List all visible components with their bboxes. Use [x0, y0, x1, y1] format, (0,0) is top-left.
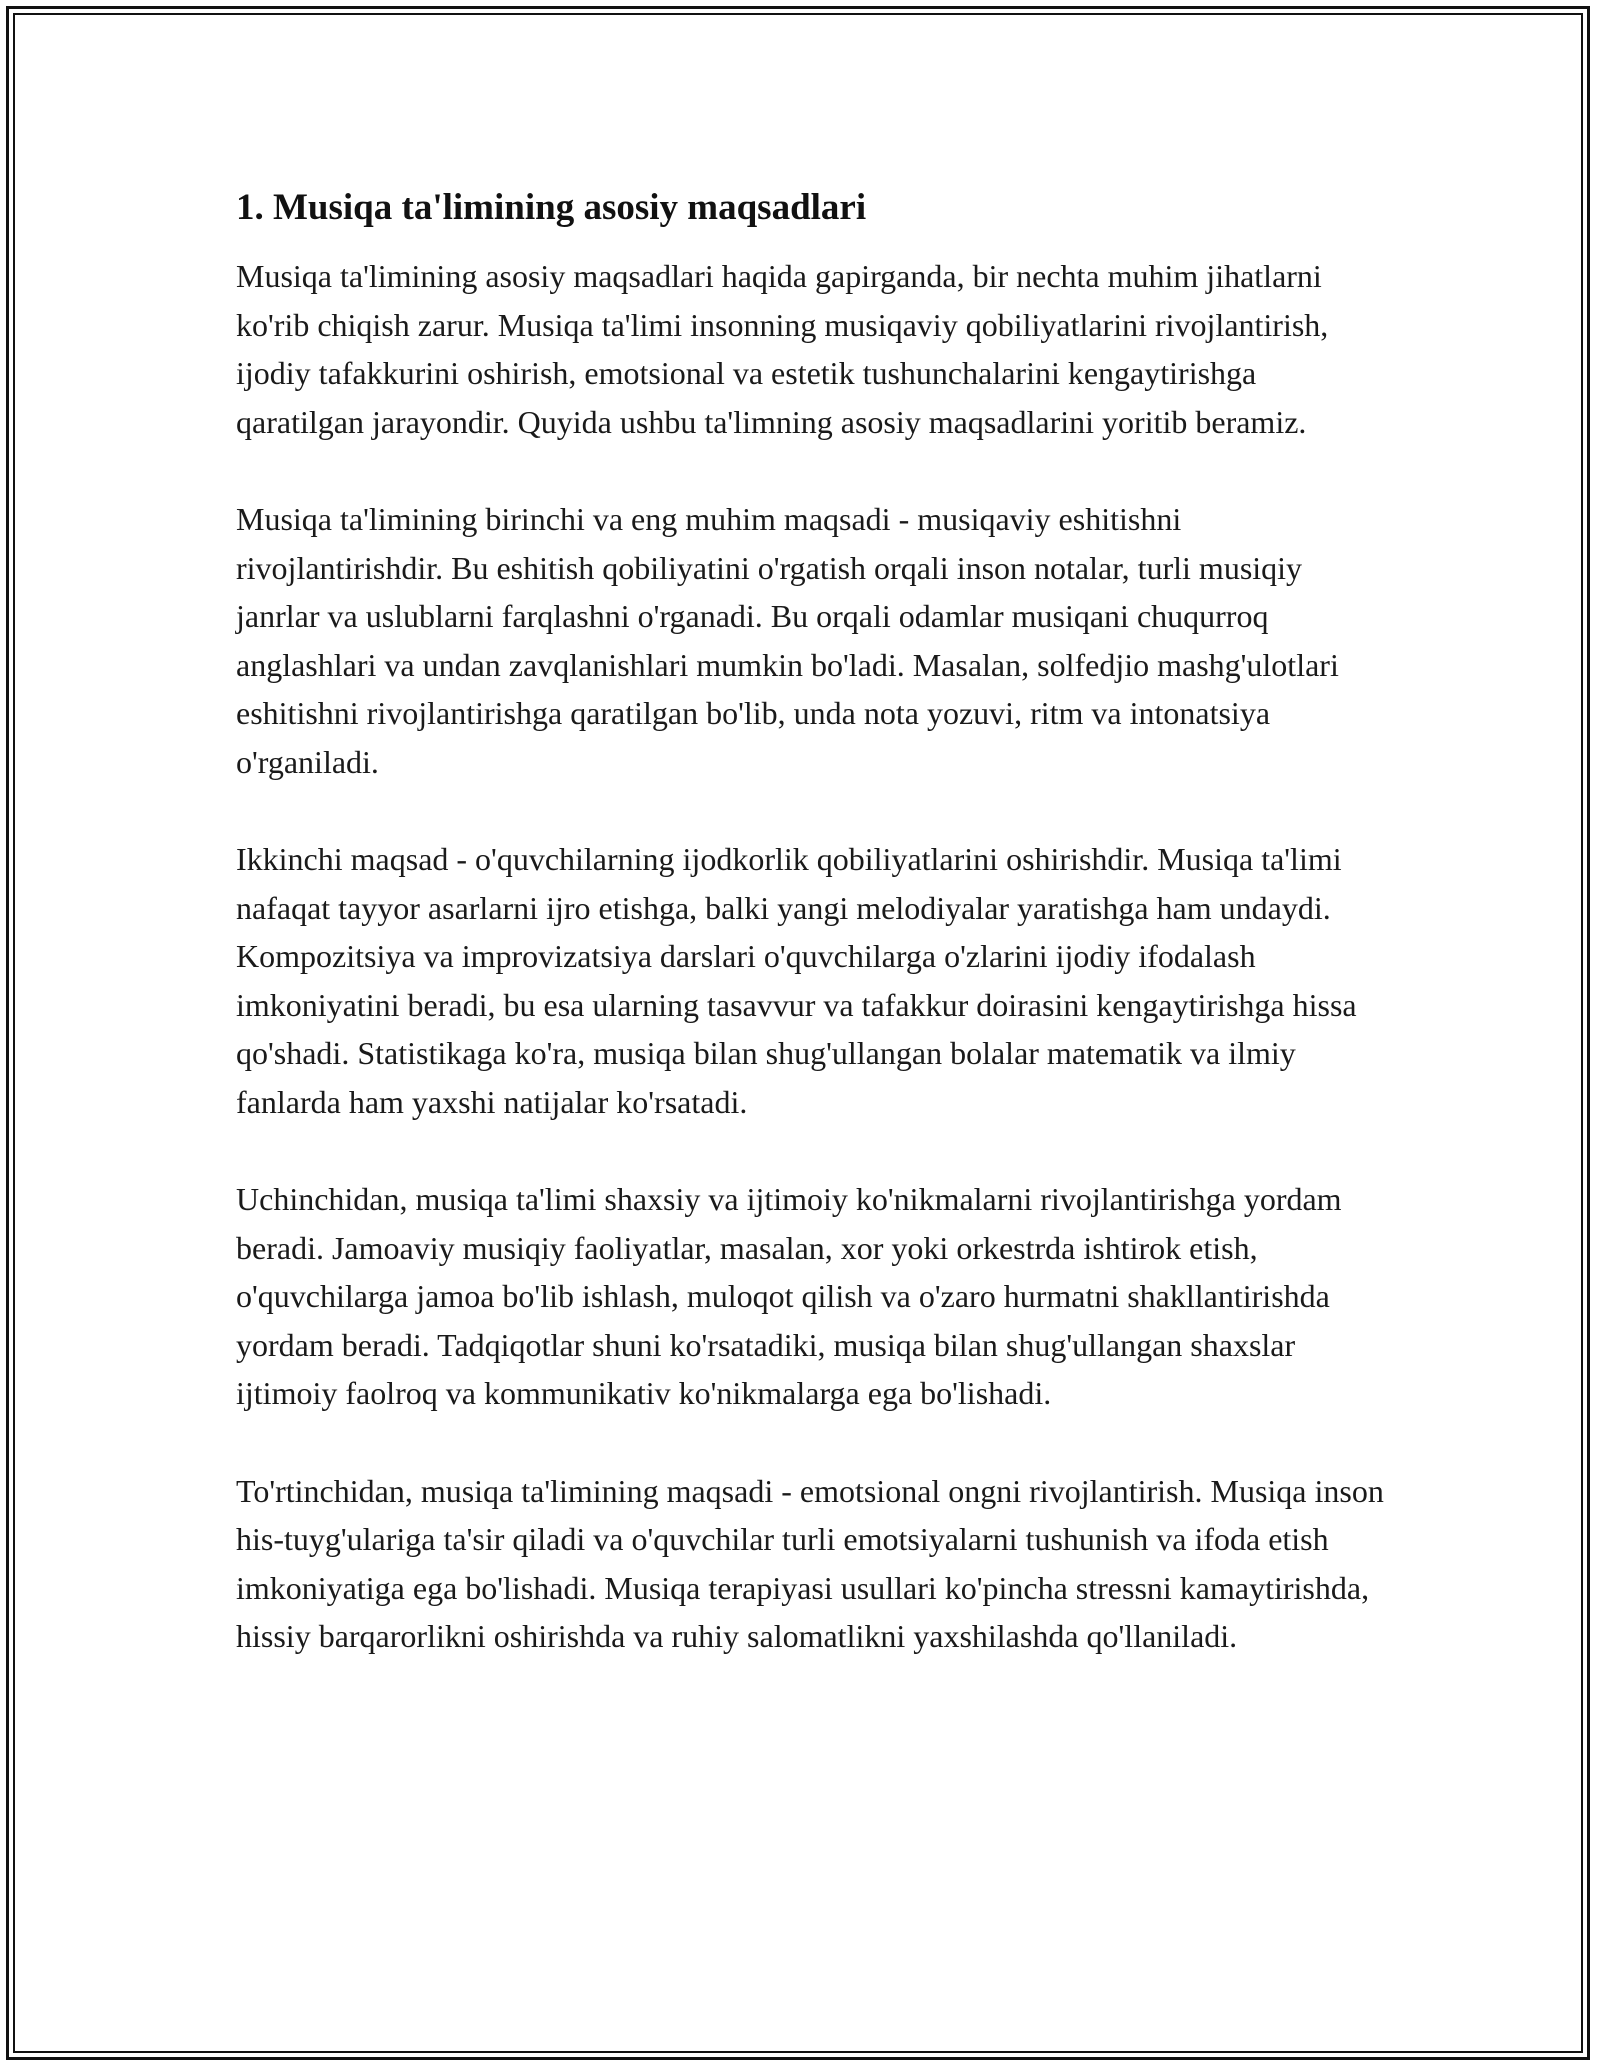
paragraph-fourth-goal: To'rtinchidan, musiqa ta'limining maqsadi - emotsional ongni rivojlantirish. Musiqa inson his-tuyg'ulariga ta'sir qiladi va o'quvchilar turli emotsiyalarni tushunish va ifoda etish imkoniyatiga ega bo'lishadi. Musiqa terapiyasi usullari ko'pincha stressni kamaytirishda, hissiy barqarorlikni oshirishda va ruhiy salomatlikni yaxshilashda qo'llaniladi.: [236, 1472, 1384, 1655]
document-body: [236, 186, 1386, 1710]
paragraph-second-goal: Ikkinchi maqsad - o'quvchilarning ijodkorlik qobiliyatlarini oshirishdir. Musiqa ta'limi nafaqat tayyor asarlarni ijro etishga, balki yangi melodiyalar yaratishga ham undaydi. Kompozitsiya va improvizatsiya darslari o'quvchilarga o'zlarini ijodiy ifodalash imkoniyatini beradi, bu esa ularning tasavvur va tafakkur doirasini kengaytirishga hissa qo'shadi. Statistikaga ko'ra, musiqa bilan shug'ullangan bolalar matematik va ilmiy fanlarda ham yaxshi natijalar ko'rsatadi.: [236, 841, 1357, 1120]
section-heading: 1. Musiqa ta'limining asosiy maqsadlari: [236, 187, 867, 228]
paragraph-third-goal: Uchinchidan, musiqa ta'limi shaxsiy va ijtimoiy ko'nikmalarni rivojlantirishga yordam beradi. Jamoaviy musiqiy faoliyatlar, masalan, xor yoki orkestrda ishtirok etish, o'quvchilarga jamoa bo'lib ishlash, muloqot qilish va o'zaro hurmatni shakllantirishda yordam beradi. Tadqiqotlar shuni ko'rsatadiki, musiqa bilan shug'ullangan shaxslar ijtimoiy faolroq va kommunikativ ko'nikmalarga ega bo'lishadi.: [236, 1181, 1342, 1412]
paragraph-intro: Musiqa ta'limining asosiy maqsadlari haqida gapirganda, bir nechta muhim jihatlarni ko'rib chiqish zarur. Musiqa ta'limi insonning musiqaviy qobiliyatlarini rivojlantirish, ijodiy tafakkurini oshirish, emotsional va estetik tushunchalarini kengaytirishga qaratilgan jarayondir. Quyida ushbu ta'limning asosiy maqsadlarini yoritib beramiz.: [236, 258, 1329, 440]
paragraph-first-goal: Musiqa ta'limining birinchi va eng muhim maqsadi - musiqaviy eshitishni rivojlantirishdir. Bu eshitish qobiliyatini o'rgatish orqali inson notalar, turli musiqiy janrlar va uslublarni farqlashni o'rganadi. Bu orqali odamlar musiqani chuqurroq anglashlari va undan zavqlanishlari mumkin bo'ladi. Masalan, solfedjio mashg'ulotlari eshitishni rivojlantirishga qaratilgan bo'lib, unda nota yozuvi, ritm va intonatsiya o'rganiladi.: [236, 501, 1339, 780]
